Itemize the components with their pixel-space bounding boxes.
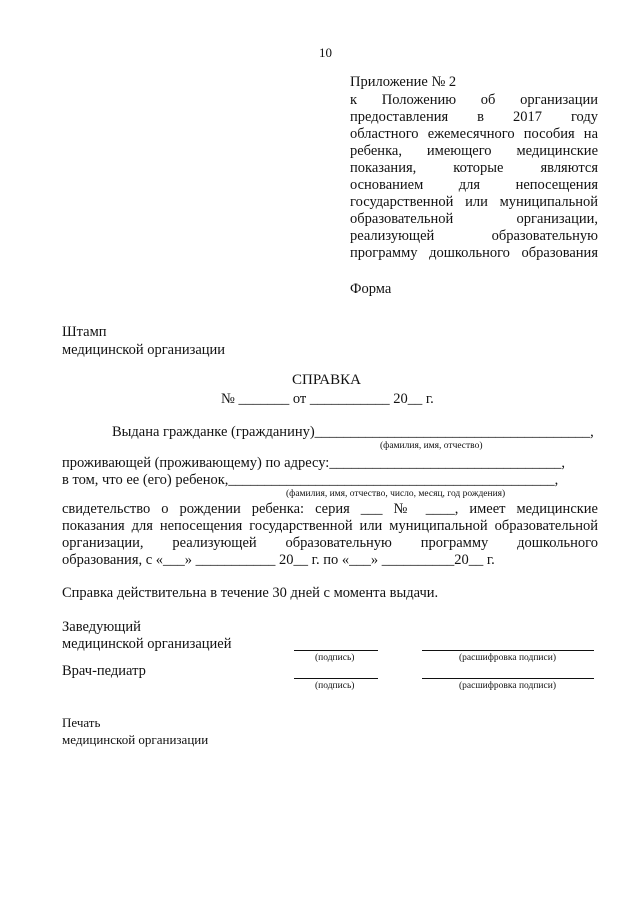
pediatrician-decoding-hint: (расшифровка подписи) [459,681,556,691]
head-signature-line [294,650,378,651]
pediatrician-signature-line [294,678,378,679]
head-title: Заведующий [62,619,141,635]
appendix-title: Приложение № 2 [350,74,457,90]
head-decoding-hint: (расшифровка подписи) [459,653,556,663]
child-line: в том, что ее (его) ребенок,_____________________________________________, [62,472,559,488]
certificate-body-line: показания для непосещения государственной или муниципальной образовательной [62,518,598,534]
address-line: проживающей (проживающему) по адресу:________________________________, [62,455,565,471]
certificate-number-line: № _______ от ___________ 20__ г. [221,391,434,407]
seal-organization: медицинской организации [62,732,209,747]
certificate-body-line: образования, с «___» ___________ 20__ г. по «___» __________20__ г. [62,552,495,568]
head-signature-hint: (подпись) [315,653,355,663]
page-number: 10 [319,45,332,60]
appendix-text-line: основанием для непосещения [350,177,598,193]
appendix-text-line: реализующей образовательную [350,228,598,244]
appendix-text-line: к Положению об организации [350,92,598,108]
appendix-text-line: ребенка, имеющего медицинские [350,143,598,159]
stamp-organization: медицинской организации [62,342,226,358]
appendix-text-line: областного ежемесячного пособия на [350,126,598,142]
appendix-text-line: программу дошкольного образования [350,245,598,261]
certificate-body-line: свидетельство о рождении ребенка: серия ___ № ____, имеет медицинские [62,501,598,517]
pediatrician-decoding-line [422,678,594,679]
appendix-text-line: предоставления в 2017 году [350,109,598,125]
pediatrician-signature-hint: (подпись) [315,681,355,691]
appendix-text-line: показания, которые являются [350,160,598,176]
issued-to-line: Выдана гражданке (гражданину)______________________________________, [112,424,594,440]
head-organization: медицинской организацией [62,636,232,652]
stamp-label: Штамп [62,324,107,340]
head-decoding-line [422,650,594,651]
certificate-title: СПРАВКА [292,372,361,388]
appendix-text-line: государственной или муниципальной [350,194,598,210]
validity-text: Справка действительна в течение 30 дней с момента выдачи. [62,585,439,601]
certificate-body-line: организации, реализующей образовательную программу дошкольного [62,535,598,551]
form-label: Форма [350,281,392,297]
issued-to-hint: (фамилия, имя, отчество) [380,441,483,451]
pediatrician-title: Врач-педиатр [62,663,146,679]
seal-label: Печать [62,715,101,730]
appendix-text-line: образовательной организации, [350,211,598,227]
child-hint: (фамилия, имя, отчество, число, месяц, год рождения) [286,489,506,499]
